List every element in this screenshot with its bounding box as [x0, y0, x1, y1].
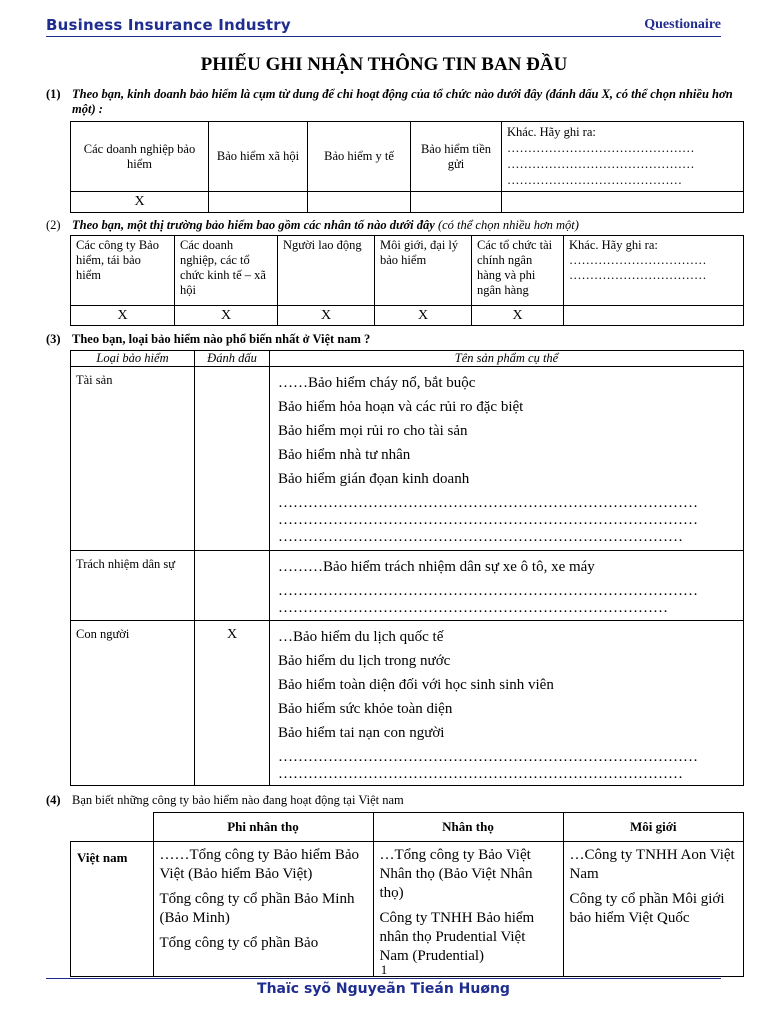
header-left-text: Business Insurance Industry — [46, 16, 291, 34]
question-1 — [46, 87, 744, 117]
question-3-text: Theo bạn, loại bảo hiểm nào phổ biến nhất ở Việt nam ? — [72, 332, 371, 346]
dotted-line: ……………………………………………………………………… — [278, 766, 683, 782]
question-1-table — [70, 121, 744, 213]
q4-header-life: Nhân thọ — [373, 813, 563, 842]
dotted-line: …………………………………………………………………… — [278, 600, 668, 616]
question-3 — [46, 332, 744, 347]
q4-life-cell[interactable] — [373, 842, 563, 977]
q1-option-3: Bảo hiểm y tế — [308, 122, 411, 192]
product-item: Bảo hiểm hỏa hoạn và các rủi ro đặc biệt — [278, 399, 524, 415]
q4-broker-cell[interactable] — [563, 842, 744, 977]
dotted-line: ………………………………………………………………………… — [278, 583, 698, 599]
q2-mark-3[interactable]: X — [278, 306, 375, 326]
q2-mark-2[interactable]: X — [175, 306, 278, 326]
q1-other-line-1[interactable]: ……………………………………… — [507, 141, 695, 155]
q2-mark-1[interactable]: X — [71, 306, 175, 326]
table-row — [71, 621, 744, 786]
q3-mark-property[interactable] — [195, 367, 270, 551]
q1-mark-1[interactable]: X — [71, 192, 209, 213]
q3-mark-liability[interactable] — [195, 551, 270, 621]
q3-products-liability[interactable] — [270, 551, 744, 621]
q4-non-life-cell[interactable] — [153, 842, 373, 977]
question-4-table — [70, 812, 744, 977]
question-4-number: (4) — [46, 793, 61, 807]
page-footer: Thaïc syõ Nguyeãn Tieán Huøng — [46, 978, 721, 997]
company-item: Công ty cổ phần Môi giới bảo hiểm Việt Quốc — [569, 891, 725, 926]
product-item: Bảo hiểm sức khỏe toàn diện — [278, 701, 453, 717]
table-row — [71, 842, 744, 977]
q4-empty-corner — [71, 813, 154, 842]
question-2-note: (có thể chọn nhiều hơn một) — [437, 218, 579, 232]
dotted-line: ……………………………………………………………………… — [278, 529, 683, 545]
company-item: …Tổng công ty Bảo Việt Nhân thọ (Bảo Việt Nhân thọ) — [379, 847, 533, 901]
q1-mark-3[interactable] — [308, 192, 411, 213]
question-1-text: Theo bạn, kinh doanh bảo hiểm là cụm từ dung để chỉ hoạt động của tổ chức nào dưới đây (đánh dấu X, có thể chọn nhiều hơn một) : — [72, 87, 733, 116]
dotted-line: ………………………………………………………………………… — [278, 495, 698, 511]
q3-type-property: Tài sản — [71, 367, 195, 551]
company-item: Công ty TNHH Bảo hiểm nhân thọ Prudential Việt Nam (Prudential) — [379, 910, 535, 964]
question-2-table — [70, 235, 744, 326]
page-header — [46, 14, 721, 37]
q1-option-4: Bảo hiểm tiền gửi — [411, 122, 502, 192]
q2-mark-4[interactable]: X — [375, 306, 472, 326]
product-item: …Bảo hiểm du lịch quốc tế — [278, 629, 444, 645]
q3-header-mark: Đánh dấu — [195, 351, 270, 367]
question-1-number: (1) — [46, 87, 61, 101]
q3-header-type: Loại bảo hiểm — [71, 351, 195, 367]
q3-products-people[interactable] — [270, 621, 744, 786]
question-3-number: (3) — [46, 332, 61, 346]
q4-header-non-life: Phi nhân thọ — [153, 813, 373, 842]
q3-mark-people[interactable]: X — [195, 621, 270, 786]
q3-products-property[interactable] — [270, 367, 744, 551]
company-item: …Công ty TNHH Aon Việt Nam — [569, 847, 735, 882]
q4-header-broker: Môi giới — [563, 813, 744, 842]
product-item: Bảo hiểm nhà tư nhân — [278, 447, 411, 463]
q2-other-line-2[interactable]: …………………………… — [569, 268, 707, 282]
q4-row-label: Việt nam — [71, 842, 154, 977]
table-row — [71, 551, 744, 621]
table-row — [71, 367, 744, 551]
q2-option-3: Người lao động — [278, 236, 375, 306]
product-item: Bảo hiểm gián đọan kinh doanh — [278, 471, 470, 487]
question-2 — [46, 218, 744, 233]
product-item: ……Bảo hiểm cháy nổ, bắt buộc — [278, 375, 476, 391]
q2-option-1: Các công ty Bảo hiểm, tái bảo hiểm — [71, 236, 175, 306]
q2-other — [564, 236, 744, 306]
product-item: Bảo hiểm mọi rủi ro cho tài sản — [278, 423, 468, 439]
document-title: PHIẾU GHI NHẬN THÔNG TIN BAN ĐẦU — [200, 54, 568, 75]
q1-other-label: Khác. Hãy ghi ra: — [507, 125, 596, 139]
q1-mark-2[interactable] — [209, 192, 308, 213]
product-item: Bảo hiểm du lịch trong nước — [278, 653, 451, 669]
q1-option-2: Bảo hiểm xã hội — [209, 122, 308, 192]
q1-mark-5[interactable] — [502, 192, 744, 213]
question-4-text: Bạn biết những công ty bảo hiểm nào đang hoạt động tại Việt nam — [72, 793, 404, 807]
dotted-line: ………………………………………………………………………… — [278, 512, 698, 528]
company-item: Tổng công ty cổ phần Bảo — [159, 935, 319, 951]
product-item: Bảo hiểm tai nạn con người — [278, 725, 445, 741]
page-number: 1 — [380, 962, 388, 977]
product-item: Bảo hiểm toàn diện đối với học sinh sinh viên — [278, 677, 554, 693]
q1-other — [502, 122, 744, 192]
q3-type-people: Con người — [71, 621, 195, 786]
product-item: ………Bảo hiểm trách nhiệm dân sự xe ô tô, xe máy — [278, 559, 595, 575]
question-2-number: (2) — [46, 218, 61, 232]
q1-other-line-3[interactable]: …………………………………… — [507, 173, 682, 187]
q3-type-liability: Trách nhiệm dân sự — [71, 551, 195, 621]
q2-other-label: Khác. Hãy ghi ra: — [569, 238, 658, 252]
dotted-line: ………………………………………………………………………… — [278, 749, 698, 765]
q2-option-4: Môi giới, đại lý bảo hiểm — [375, 236, 472, 306]
q1-mark-4[interactable] — [411, 192, 502, 213]
header-right-text: Questionaire — [644, 17, 721, 32]
q1-other-line-2[interactable]: ……………………………………… — [507, 157, 695, 171]
q2-mark-5[interactable]: X — [472, 306, 564, 326]
q2-option-5: Các tổ chức tài chính ngân hàng và phi ngân hàng — [472, 236, 564, 306]
company-item: Tổng công ty cổ phần Bảo Minh (Bảo Minh) — [159, 891, 355, 926]
q2-other-line-1[interactable]: …………………………… — [569, 253, 707, 267]
question-2-text: Theo bạn, một thị trường bảo hiểm bao gồm các nhân tố nào dưới đây — [72, 218, 435, 232]
question-4 — [46, 793, 744, 808]
q2-mark-6[interactable] — [564, 306, 744, 326]
company-item: ……Tổng công ty Bảo hiểm Bảo Việt (Bảo hiểm Bảo Việt) — [159, 847, 360, 882]
q3-header-products: Tên sản phẩm cụ thể — [270, 351, 744, 367]
question-3-table — [70, 350, 744, 786]
q2-option-2: Các doanh nghiệp, các tổ chức kinh tế – xã hội — [175, 236, 278, 306]
q1-option-1: Các doanh nghiệp bảo hiểm — [71, 122, 209, 192]
